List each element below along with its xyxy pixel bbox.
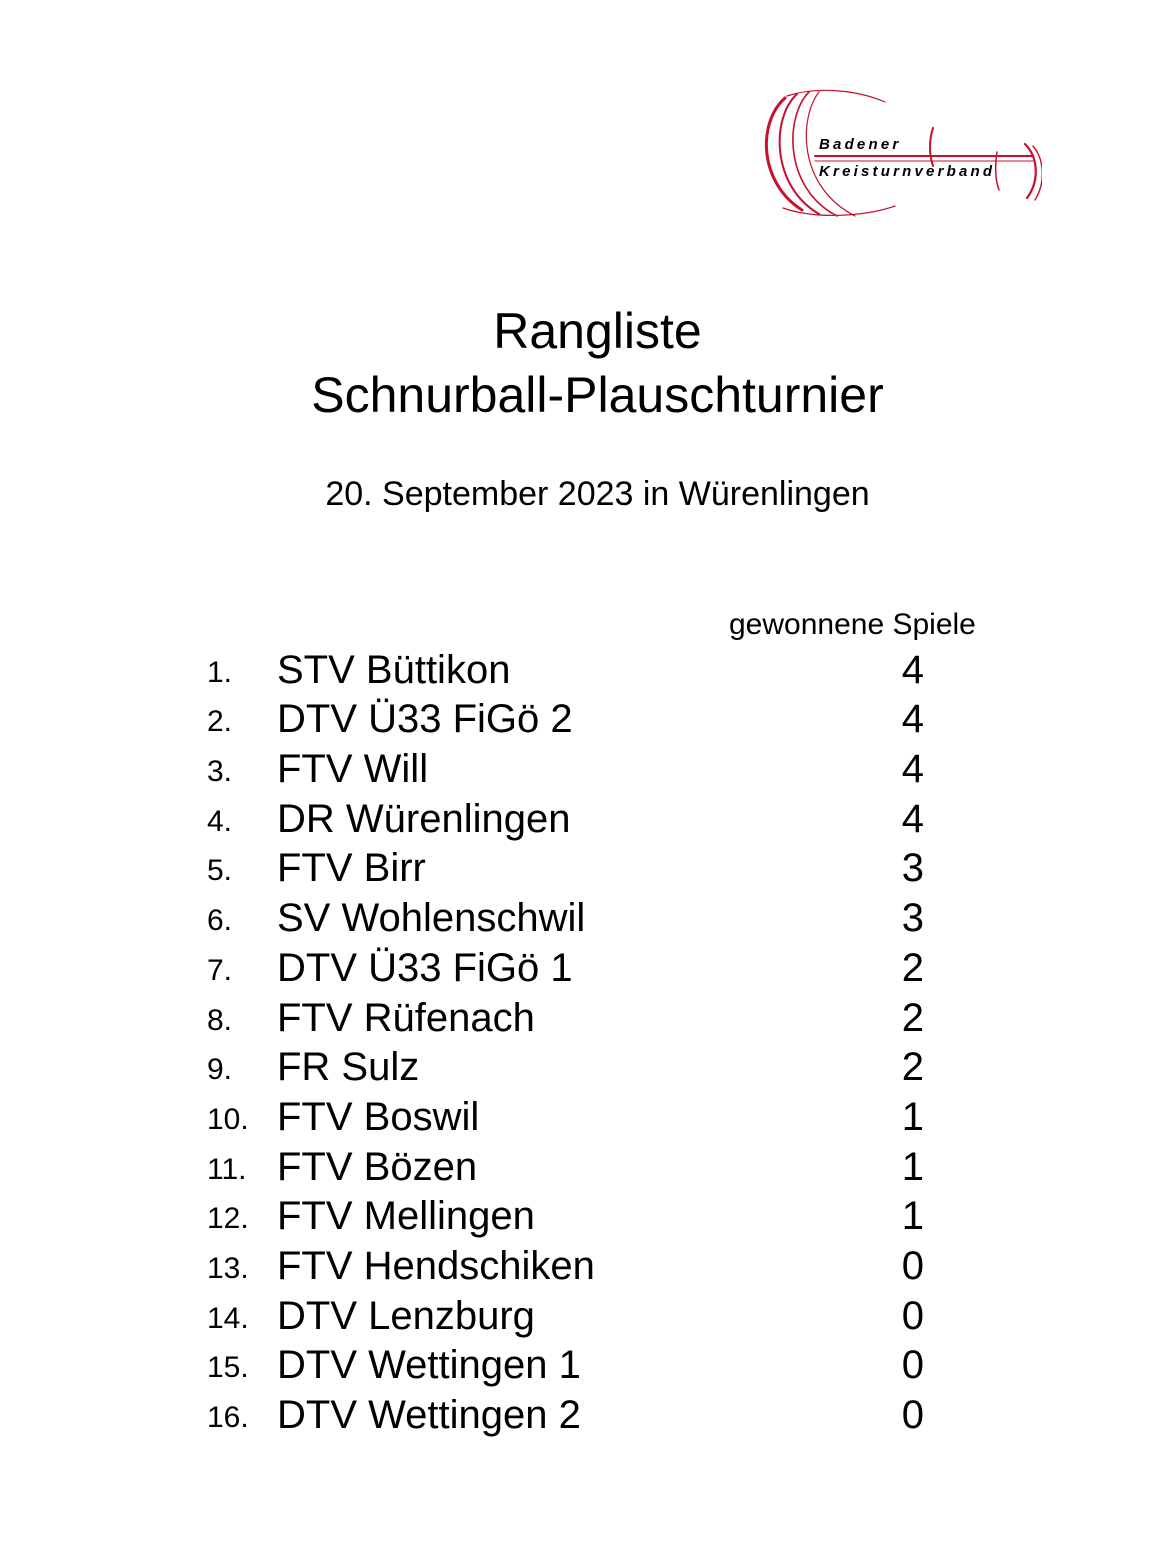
table-row bbox=[0, 1092, 1169, 1142]
table-row bbox=[0, 993, 1169, 1043]
team-name: STV Büttikon bbox=[277, 647, 511, 692]
team-name: DTV Wettingen 1 bbox=[277, 1343, 581, 1388]
page-title-line2: Schnurball-Plauschturnier bbox=[311, 367, 884, 423]
table-row bbox=[0, 645, 1169, 695]
rank-number: 12. bbox=[207, 1202, 249, 1236]
rank-number: 14. bbox=[207, 1301, 249, 1335]
team-name: FTV Mellingen bbox=[277, 1194, 535, 1239]
games-won: 4 bbox=[901, 796, 924, 841]
games-won: 3 bbox=[901, 896, 924, 941]
team-name: DTV Ü33 FiGö 2 bbox=[277, 697, 573, 742]
table-row bbox=[0, 695, 1169, 745]
table-row bbox=[0, 1241, 1169, 1291]
team-name: FTV Birr bbox=[277, 846, 426, 891]
rank-number: 5. bbox=[207, 854, 233, 888]
games-won: 0 bbox=[901, 1293, 924, 1338]
games-won: 0 bbox=[901, 1343, 924, 1388]
rank-number: 16. bbox=[207, 1401, 249, 1434]
logo-text-line2: Kreisturnverband bbox=[819, 163, 996, 180]
rank-number: 2. bbox=[207, 705, 233, 739]
games-won: 1 bbox=[901, 1194, 924, 1239]
team-name: DTV Lenzburg bbox=[277, 1293, 535, 1338]
games-won: 2 bbox=[901, 995, 924, 1040]
games-won: 1 bbox=[901, 1094, 924, 1139]
games-won: 2 bbox=[901, 1045, 924, 1090]
rank-number: 9. bbox=[207, 1053, 233, 1087]
rank-number: 3. bbox=[207, 755, 233, 789]
table-row bbox=[0, 893, 1169, 943]
games-won: 0 bbox=[901, 1393, 924, 1437]
team-name: DTV Ü33 FiGö 1 bbox=[277, 945, 573, 990]
team-name: DTV Wettingen 2 bbox=[277, 1393, 581, 1437]
table-row bbox=[0, 794, 1169, 844]
rank-number: 7. bbox=[207, 953, 233, 987]
team-name: FR Sulz bbox=[277, 1045, 420, 1090]
rank-number: 13. bbox=[207, 1251, 249, 1285]
team-name: FTV Hendschiken bbox=[277, 1243, 595, 1288]
rank-number: 10. bbox=[207, 1102, 249, 1136]
table-row bbox=[0, 1291, 1169, 1341]
page-title: Rangliste bbox=[493, 303, 702, 359]
rank-number: 1. bbox=[207, 655, 233, 689]
table-row bbox=[0, 1390, 1169, 1440]
rank-number: 15. bbox=[207, 1351, 249, 1385]
games-won: 0 bbox=[901, 1243, 924, 1288]
rank-number: 6. bbox=[207, 904, 233, 938]
team-name: FTV Boswil bbox=[277, 1094, 480, 1139]
table-row bbox=[0, 1341, 1169, 1391]
table-row bbox=[0, 943, 1169, 993]
table-row bbox=[0, 1142, 1169, 1192]
games-won: 3 bbox=[901, 846, 924, 891]
column-header-wins: gewonnene Spiele bbox=[729, 608, 976, 641]
logo-text-line1: Badener bbox=[819, 136, 902, 153]
games-won: 4 bbox=[901, 747, 924, 792]
event-date-location: 20. September 2023 in Würenlingen bbox=[325, 475, 870, 513]
rank-number: 4. bbox=[207, 804, 233, 838]
table-row bbox=[0, 1192, 1169, 1242]
games-won: 2 bbox=[901, 945, 924, 990]
rank-number: 11. bbox=[207, 1152, 247, 1186]
games-won: 1 bbox=[901, 1144, 924, 1189]
team-name: FTV Bözen bbox=[277, 1144, 478, 1189]
games-won: 4 bbox=[901, 697, 924, 742]
badener-kreisturnverband-logo bbox=[757, 88, 1042, 220]
team-name: FTV Rüfenach bbox=[277, 995, 535, 1040]
table-row bbox=[0, 844, 1169, 894]
logo-swoosh-icon bbox=[757, 88, 1042, 220]
table-row bbox=[0, 744, 1169, 794]
games-won: 4 bbox=[901, 647, 924, 692]
ranking-list bbox=[0, 645, 1169, 1440]
team-name: DR Würenlingen bbox=[277, 796, 571, 841]
rank-number: 8. bbox=[207, 1003, 233, 1037]
table-row bbox=[0, 1043, 1169, 1093]
team-name: FTV Will bbox=[277, 747, 429, 792]
team-name: SV Wohlenschwil bbox=[277, 896, 586, 941]
